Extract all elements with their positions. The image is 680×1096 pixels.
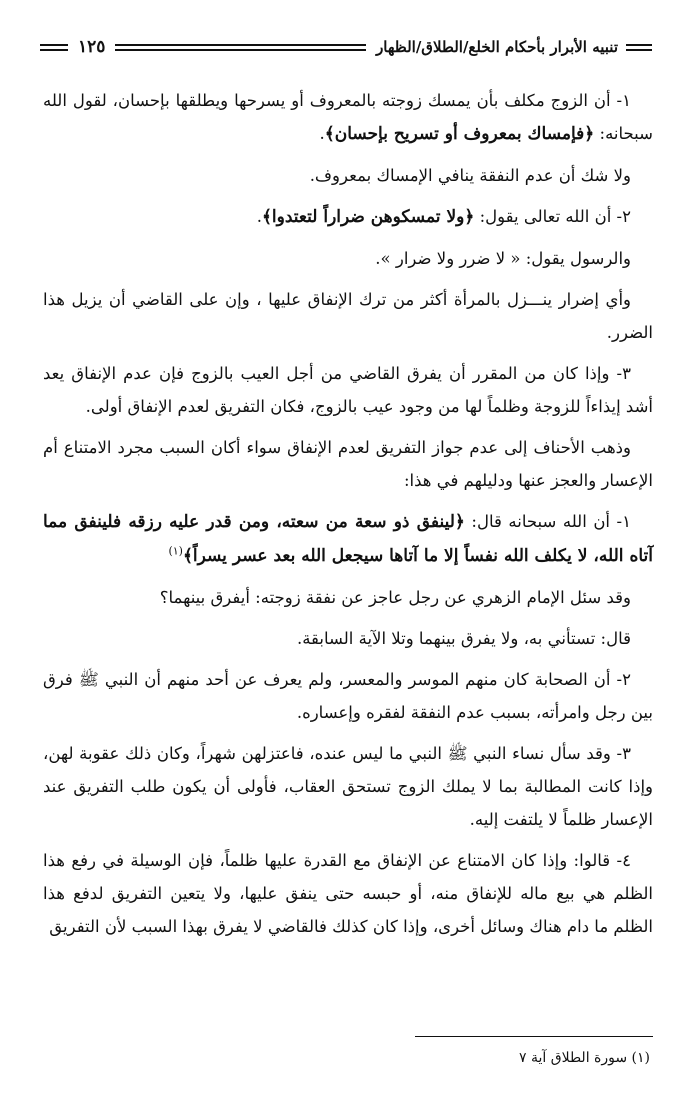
header-rule: [115, 44, 366, 51]
paragraph: [43, 844, 653, 943]
footnote-divider: [415, 1036, 653, 1037]
text-segment: قال: تستأني به، ولا يفرق بينهما وتلا الآية السابقة.: [296, 629, 631, 648]
quran-verse: ﴿فإمساك بمعروف أو تسريح بإحسان﴾: [324, 124, 595, 144]
paragraph: [43, 737, 653, 836]
page-number: ١٢٥: [78, 37, 106, 57]
footnote-reference: (١): [168, 544, 183, 558]
paragraph: [43, 200, 653, 234]
text-segment: والرسول يقول: « لا ضرر ولا ضرار ».: [375, 249, 631, 268]
header-ornament-left: [40, 44, 68, 51]
running-title: تنبيه الأبرار بأحكام الخلع/الطلاق/الظهار: [376, 38, 618, 56]
paragraph: [43, 622, 653, 655]
text-segment: ١- أن الله سبحانه قال:: [464, 512, 631, 531]
paragraph: [43, 505, 653, 573]
quran-verse: ﴿لينفق ذو سعة من سعته، ومن قدر عليه رزقه فلينفق مما آتاه الله، لا يكلف الله نفساً إلا ما آتاها سيجعل الله بعد عسر يسراً﴾: [43, 512, 653, 566]
text-segment: ولا شك أن عدم النفقة ينافي الإمساك بمعروف.: [309, 166, 631, 185]
paragraph: [43, 357, 653, 423]
paragraph: [43, 159, 653, 192]
header-ornament-right: [626, 44, 652, 51]
paragraph: [43, 283, 653, 349]
text-segment: وأي إضرار ينـــزل بالمرأة أكثر من ترك الإنفاق عليها ، وإن على القاضي أن يزيل هذا الضرر.: [43, 290, 653, 342]
paragraph: [43, 242, 653, 275]
text-segment: ١- أن الزوج مكلف بأن يمسك زوجته بالمعروف أو يسرحها ويطلقها بإحسان، لقول الله سبحانه:: [43, 91, 653, 143]
quran-verse: ﴿ولا تمسكوهن ضراراً لتعتدوا﴾: [261, 207, 475, 227]
text-segment: ٤- قالوا: وإذا كان الامتناع عن الإنفاق مع القدرة عليها ظلماً، فإن الوسيلة في رفع هذا الظلم هي بيع ماله للإنفاق منه، أو حبسه حتى ينفق عليها، ولا يتعين التفريق لدفع هذا الظلم ما دام هناك وسائل أخرى، وإذا كان كذلك فالقاضي لا يفرق بهذا السبب لأن التفريق: [43, 851, 653, 936]
text-segment: ٢- أن الله تعالى يقول:: [474, 207, 631, 226]
text-segment: وذهب الأحناف إلى عدم جواز التفريق لعدم الإنفاق سواء أكان السبب مجرد الامتناع أم الإعسار والعجز عنها ودليلهم في هذا:: [43, 438, 653, 490]
page-header: [40, 30, 652, 64]
footnote: (١) سورة الطلاق آية ٧: [519, 1050, 650, 1066]
paragraph: [43, 663, 653, 729]
text-segment: .: [256, 207, 262, 226]
paragraph: [43, 84, 653, 151]
paragraph: [43, 431, 653, 497]
text-segment: .: [319, 124, 325, 143]
body-text: [43, 84, 653, 951]
text-segment: وقد سئل الإمام الزهري عن رجل عاجز عن نفقة زوجته: أيفرق بينهما؟: [159, 588, 631, 607]
paragraph: [43, 581, 653, 614]
text-segment: ٣- وإذا كان من المقرر أن يفرق القاضي من أجل العيب بالزوج فإن عدم الإنفاق يعد أشد إيذاءاً للزوجة وظلماً لها من وجود عيب بالزوج، فكان التفريق لعدم الإنفاق أولى.: [43, 364, 653, 416]
text-segment: ٢- أن الصحابة كان منهم الموسر والمعسر، ولم يعرف عن أحد منهم أن النبي ﷺ فرق بين رجل وامرأته، بسبب عدم النفقة لفقره وإعساره.: [43, 670, 653, 722]
text-segment: ٣- وقد سأل نساء النبي ﷺ النبي ما ليس عنده، فاعتزلهن شهراً، وكان ذلك عقوبة لهن، وإذا كانت المطالبة بما لا يملك الزوج تستحق العقاب، فأولى أن يكون طلب التفريق عند الإعسار ظلماً لا يلتفت إليه.: [43, 744, 653, 829]
